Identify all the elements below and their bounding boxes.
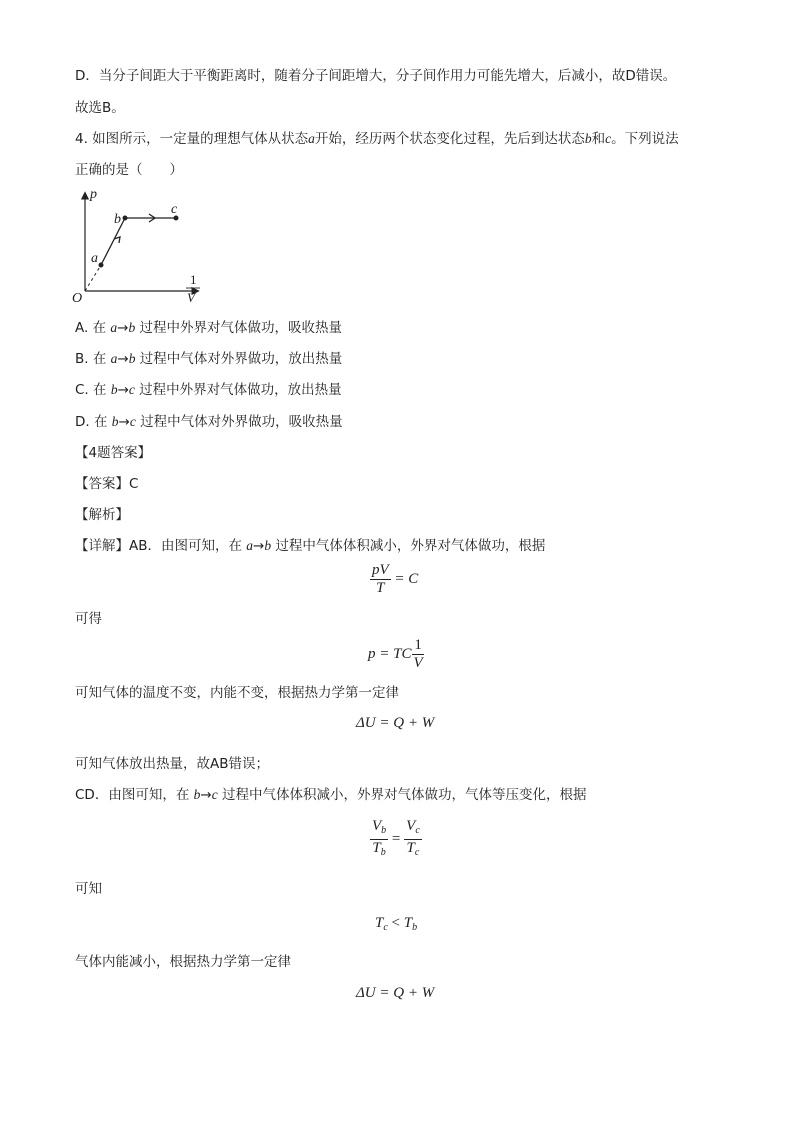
equation-tc-less-tb: $T_c < T_b$ (375, 915, 418, 933)
text-kede: 可得 (75, 611, 102, 627)
option-b: B. 在 a→b 过程中气体对外界做功，放出热量 (75, 351, 343, 367)
label-c: c (171, 202, 178, 217)
text-release-heat: 可知气体放出热量，故AB错误； (75, 756, 269, 772)
detail-ab-line: 【详解】AB．由图可知，在 a→b 过程中气体体积减小，外界对气体做功，根据 (75, 538, 546, 554)
equation-first-law-2: ΔU = Q + W (356, 985, 435, 1001)
equation-ideal-gas: $\frac{pV}{T}$ = C (372, 562, 419, 596)
point-b (123, 216, 128, 221)
y-axis-label: p (90, 187, 97, 202)
equation-vb-tb-vc-tc: $\frac{V_b}{T_b}$ = $\frac{V_c}{T_c}$ (372, 818, 420, 858)
question-4-line-2: 正确的是（ ） (75, 162, 183, 178)
process-a-to-b (101, 218, 125, 265)
x-axis-label-num: 1 (190, 272, 197, 287)
detail-cd-line: CD．由图可知，在 b→c 过程中气体体积减小，外界对气体做功，气体等压变化，根据 (75, 787, 587, 803)
option-c: C. 在 b→c 过程中外界对气体做功，放出热量 (75, 382, 342, 398)
answer-header: 【4题答案】 (75, 445, 152, 461)
text-internal-energy-decrease: 气体内能减小，根据热力学第一定律 (75, 954, 291, 970)
equation-p-tc: p = TC $\frac{1}{V}$ (368, 637, 423, 671)
x-axis-label-den: V (187, 290, 195, 305)
label-a: a (91, 251, 98, 266)
dashed-extension (85, 265, 101, 291)
analysis-header: 【解析】 (75, 507, 129, 523)
text-temperature-constant: 可知气体的温度不变，内能不变，根据热力学第一定律 (75, 685, 399, 701)
equation-first-law-1: ΔU = Q + W (356, 715, 435, 731)
text-kezhi: 可知 (75, 881, 102, 897)
option-a: A. 在 a→b 过程中外界对气体做功，吸收热量 (75, 320, 342, 336)
answer-text: 【答案】C (75, 476, 139, 492)
p-vs-inverse-v-diagram (70, 185, 210, 310)
question-4-line-1: 4. 如图所示，一定量的理想气体从状态a开始，经历两个状态变化过程，先后到达状态b和c。下列说法 (75, 131, 679, 147)
origin-label: O (72, 291, 83, 306)
point-a (99, 263, 104, 268)
label-b: b (114, 212, 121, 227)
option-d: D. 在 b→c 过程中气体对外界做功，吸收热量 (75, 414, 343, 430)
text-line-d-conclusion: D．当分子间距大于平衡距离时，随着分子间距增大，分子间作用力可能先增大，后减小，故D错误。 (75, 68, 677, 84)
text-line-choose-b: 故选B。 (75, 100, 125, 116)
